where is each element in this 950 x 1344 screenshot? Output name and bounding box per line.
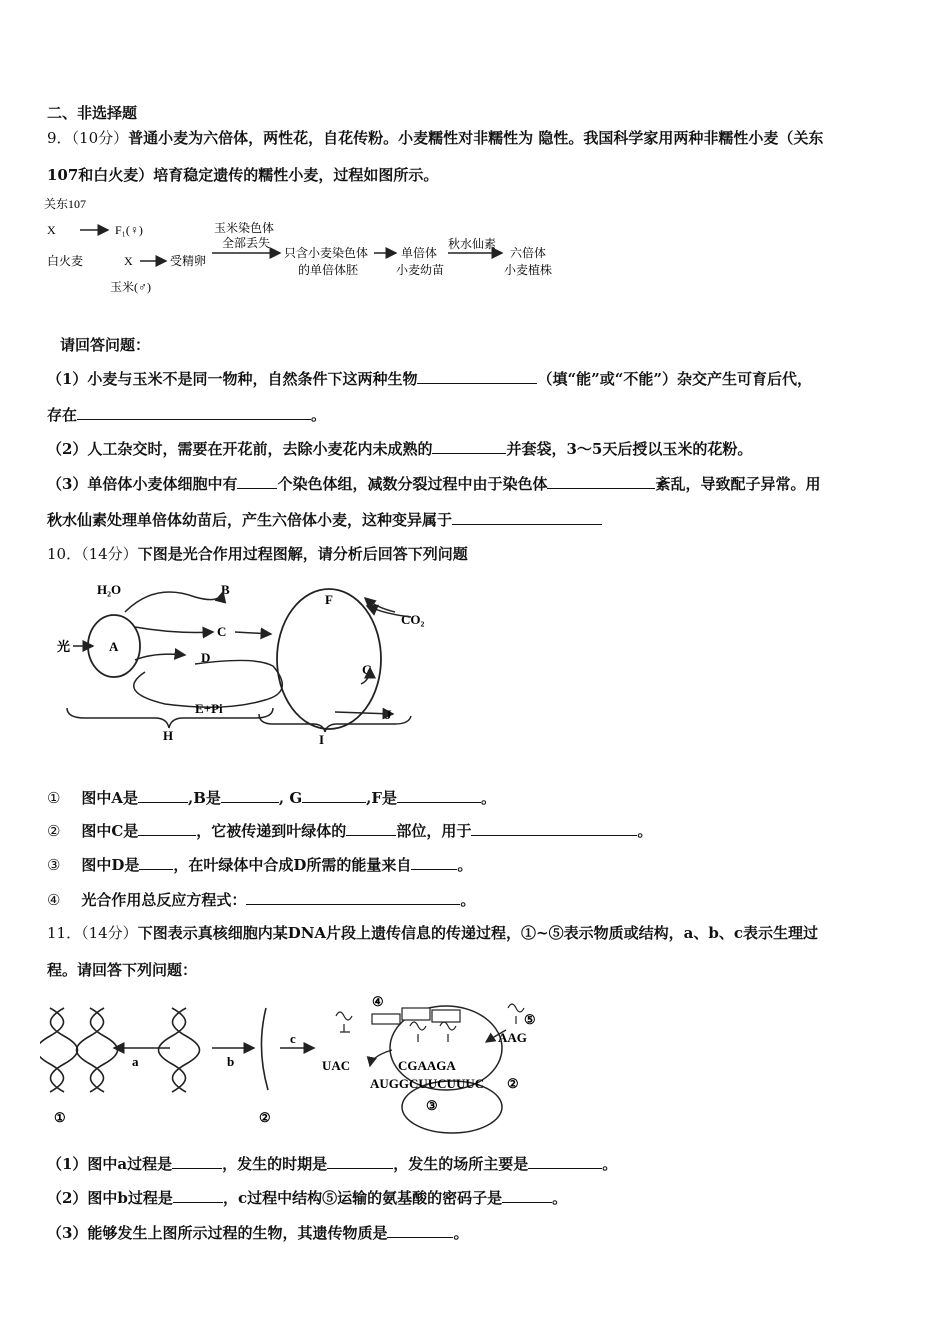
q9-line2: 107和白火麦）培育稳定遗传的糯性小麦，过程如图所示。 (47, 166, 439, 184)
anticodon-aag: AAG (498, 1030, 527, 1045)
structure-3-label: ③ (426, 1098, 438, 1113)
q10-blank-f[interactable] (397, 787, 481, 803)
q9-blank-3[interactable] (432, 438, 506, 454)
fertilized-egg-label: 受精卵 (170, 254, 207, 268)
cross-symbol-2: X (124, 254, 133, 268)
q10-part2: ② 图中C是 ，它被传递到叶绿体的 部位，用于 。 (47, 822, 653, 840)
q11-part1: （1）图中a过程是 ，发生的时期是 ，发生的场所主要是 。 (47, 1155, 618, 1173)
hexaploid-1: 六倍体 (510, 246, 547, 260)
q10-part1: ① 图中A是 ,B是 , G ,F是 。 (47, 789, 497, 807)
q11-blank-4[interactable] (173, 1187, 223, 1203)
q9-part1-cont: 存在 。 (47, 406, 327, 424)
a-label: A (109, 639, 119, 654)
epi-label: E+Pi (195, 701, 223, 716)
photosynthesis-diagram (45, 572, 445, 752)
q9-blank-5[interactable] (547, 473, 655, 489)
baihuomai-label: 白火麦 (47, 254, 84, 268)
q10-blank-site[interactable] (346, 820, 396, 836)
haploid-seedling-1: 单倍体 (401, 246, 438, 260)
q11-line1: 11．（14分）下图表示真核细胞内某DNA片段上遗传信息的传递过程，①~⑤表示物质或结构，a、b、c表示生理过 (47, 924, 818, 942)
q9-blank-4[interactable] (237, 473, 277, 489)
q11-line2: 程。请回答下列问题： (47, 961, 198, 979)
h2o-label: H₂O (97, 582, 122, 597)
q11-blank-1[interactable] (172, 1153, 222, 1169)
q10-stem: 10．（14分）下图是光合作用过程图解，请分析后回答下列问题 (47, 545, 468, 563)
q10-blank-c[interactable] (138, 820, 196, 836)
arrow1-top-2: 全部丢失 (222, 236, 271, 250)
dna-double-helix-2 (77, 1008, 118, 1092)
q11-part3: （3）能够发生上图所示过程的生物，其遗传物质是 。 (47, 1224, 469, 1242)
j-label: J (385, 707, 392, 722)
process-b-label: b (227, 1054, 235, 1069)
breeding-diagram (40, 190, 580, 305)
q10-blank-equation[interactable] (246, 889, 460, 905)
i-label: I (319, 732, 325, 747)
q10-blank-b[interactable] (221, 787, 279, 803)
q10-part4: ④ 光合作用总反应方程式： 。 (47, 891, 476, 909)
structure-2-label-right: ② (507, 1076, 519, 1091)
arrow1-top-1: 玉米染色体 (214, 221, 275, 235)
q10-blank-energy[interactable] (411, 854, 457, 870)
gene-expression-diagram (40, 990, 560, 1135)
colchicine-label: 秋水仙素 (448, 237, 497, 251)
q11-blank-6[interactable] (387, 1222, 453, 1238)
structure-5-label: ⑤ (524, 1012, 536, 1027)
h-brace (67, 708, 273, 728)
d-label: D (201, 650, 211, 665)
q9-part3: （3）单倍体小麦体细胞中有 个染色体组，减数分裂过程中由于染色体 紊乱，导致配子异常。用 (47, 475, 821, 493)
mrna-strand (261, 1008, 268, 1090)
q9-line1: 9．（10分）普通小麦为六倍体，两性花，自花传粉。小麦糯性对非糯性为 隐性。我国科学家用两种非糯性小麦（关东 (47, 129, 824, 147)
g-label: G (362, 662, 373, 677)
anticodons-cga-aga: CGAAGA (398, 1058, 456, 1073)
process-c-label: c (290, 1031, 296, 1046)
q9-blank-1[interactable] (417, 368, 537, 384)
q11-blank-5[interactable] (502, 1187, 552, 1203)
corn-label: 玉米(♂) (110, 280, 151, 294)
mrna-sequence: AUGGCUUCUUUC (370, 1076, 485, 1091)
structure-2-label-left: ② (259, 1110, 271, 1125)
co2-label: CO₂ (401, 612, 425, 627)
haploid-seedling-2: 小麦幼苗 (396, 263, 445, 277)
q9-part3-cont: 秋水仙素处理单倍体幼苗后，产生六倍体小麦，这种变异属于 (47, 509, 602, 530)
h-label: H (163, 728, 174, 743)
dna-double-helix-3 (159, 1008, 200, 1092)
structure-4-label: ④ (372, 994, 384, 1009)
q9-prompt: 请回答问题： (60, 336, 151, 354)
q9-blank-2[interactable] (77, 404, 311, 420)
light-label: 光 (57, 639, 71, 654)
q9-part1: （1）小麦与玉米不是同一物种，自然条件下这两种生物 （填“能”或“不能”）杂交产生可育后代， (47, 370, 812, 388)
cross-symbol-1: X (47, 223, 56, 237)
q10-blank-g[interactable] (302, 787, 366, 803)
haploid-embryo-1: 只含小麦染色体 (284, 246, 369, 260)
haploid-embryo-2: 的单倍体胚 (298, 263, 359, 277)
structure-1-label: ① (54, 1110, 66, 1125)
f1-label: F₁(♀) (115, 223, 143, 237)
q10-blank-d[interactable] (139, 854, 173, 870)
q11-blank-3[interactable] (528, 1153, 602, 1169)
b-label: B (221, 582, 230, 597)
anticodon-uac: UAC (322, 1058, 351, 1073)
c-label: C (217, 624, 227, 639)
q11-part2: （2）图中b过程是 ，c过程中结构⑤运输的氨基酸的密码子是 。 (47, 1189, 568, 1207)
section-title: 二、非选择题 (47, 104, 138, 122)
f-label: F (325, 592, 333, 607)
q9-part2: （2）人工杂交时，需要在开花前，去除小麦花内未成熟的 并套袋，3～5天后授以玉米的花粉。 (47, 440, 753, 458)
calvin-cycle (277, 589, 381, 729)
dna-double-helix-1 (40, 1008, 78, 1092)
q10-blank-a[interactable] (138, 787, 188, 803)
q10-part3: ③ 图中D是 ，在叶绿体中合成D所需的能量来自 。 (47, 856, 473, 874)
hexaploid-2: 小麦植株 (504, 263, 553, 277)
guandong-label: 关东107 (44, 197, 87, 211)
process-a-label: a (132, 1054, 139, 1069)
q9-blank-6[interactable] (452, 509, 602, 525)
q10-blank-use[interactable] (471, 820, 637, 836)
q11-blank-2[interactable] (327, 1153, 393, 1169)
